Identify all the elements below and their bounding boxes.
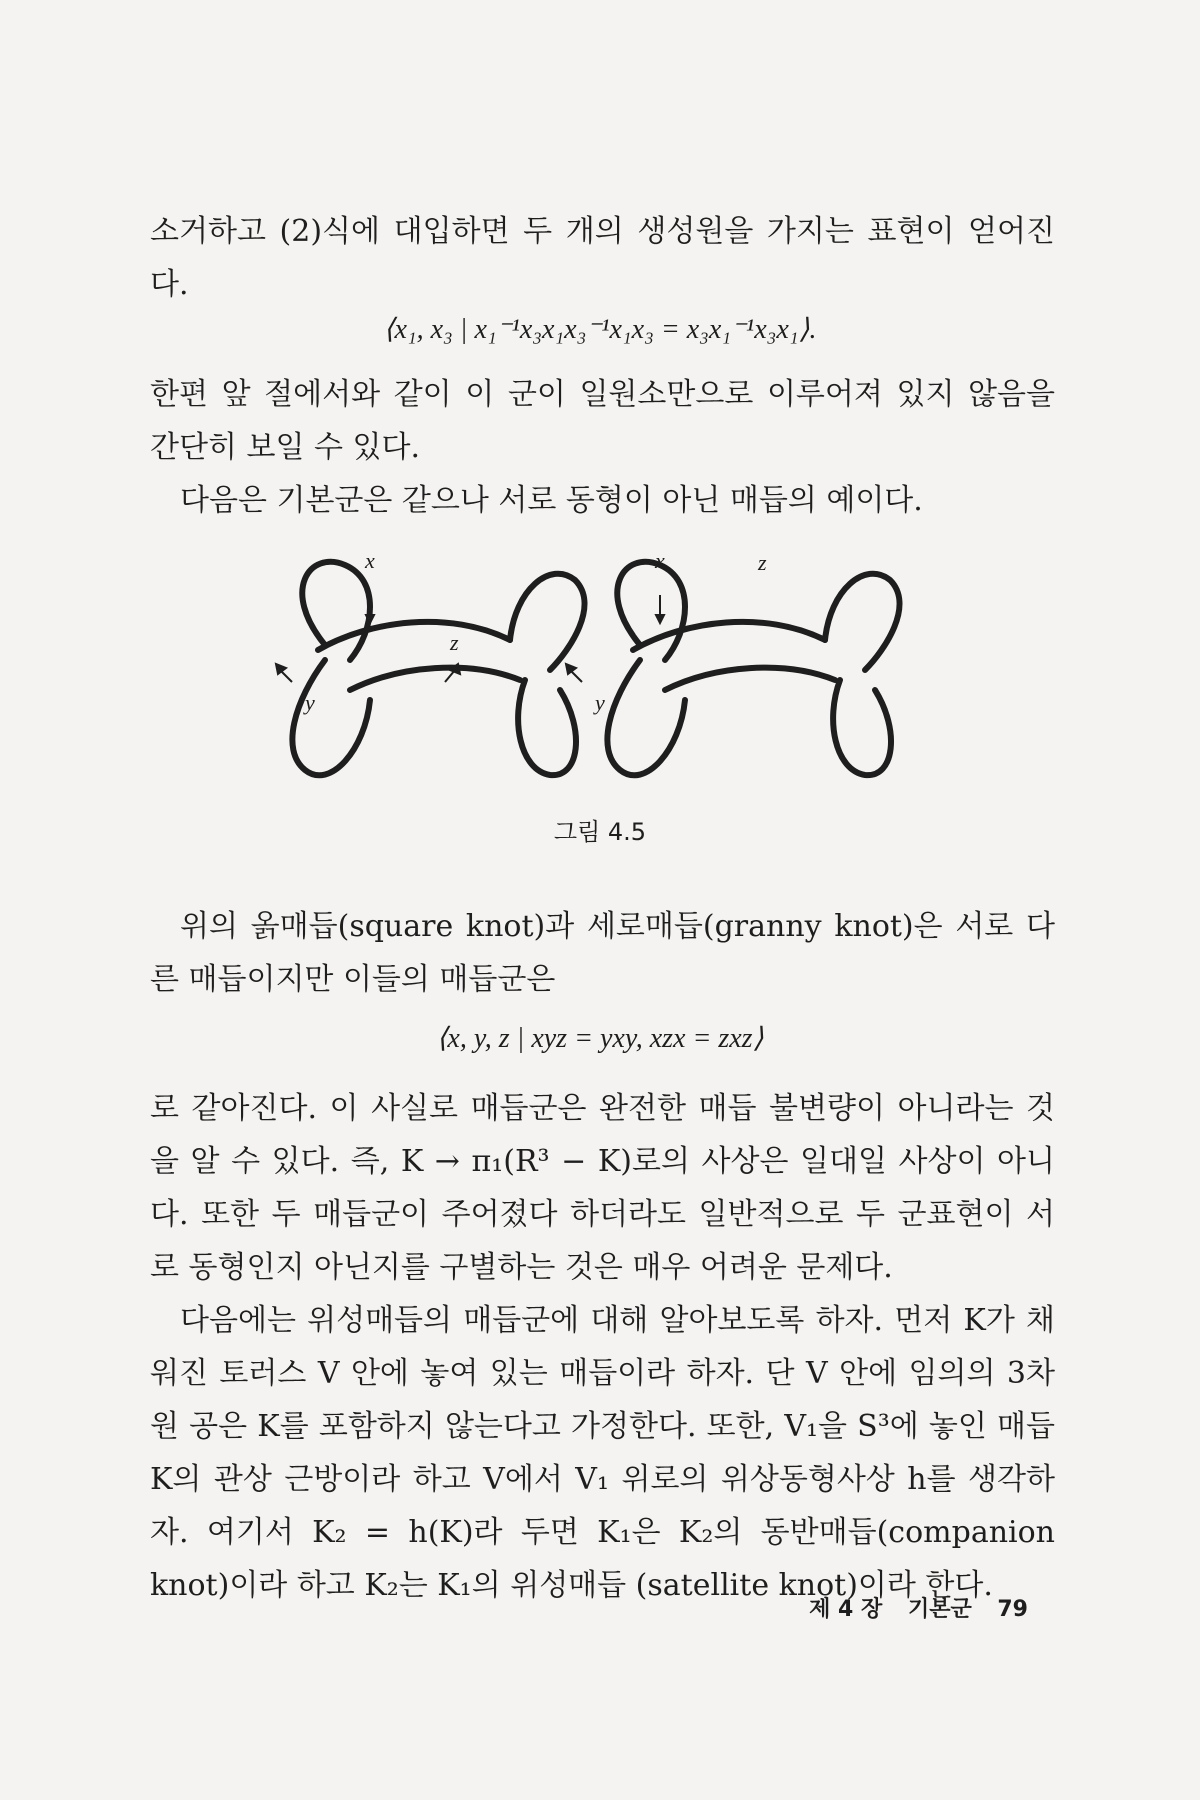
formula-1: ⟨x₁, x₃ | x₁⁻¹x₃x₁x₃⁻¹x₁x₃ = x₃x₁⁻¹x₃x₁⟩. (383, 314, 817, 345)
paragraph-4: 위의 옭매듭(square knot)과 세로매듭(granny knot)은 서로 다른 매듭이지만 이들의 매듭군은 (150, 909, 1055, 997)
left-label-z: z (450, 630, 459, 655)
left-label-x: x (365, 550, 375, 573)
text-middle (150, 368, 1055, 527)
footer-title: 기본군 (907, 1597, 972, 1622)
text-bottom (150, 1082, 1055, 1612)
right-label-x: x (655, 550, 665, 573)
footer-chapter: 제 4 장 (809, 1597, 883, 1622)
paragraph-1: 소거하고 (2)식에 대입하면 두 개의 생성원을 가지는 표현이 얻어진다. (150, 214, 1055, 302)
paragraph-2: 한편 앞 절에서와 같이 이 군이 일원소만으로 이루어져 있지 않음을 간단히 보일 수 있다. (150, 377, 1055, 465)
paragraph-5: 로 같아진다. 이 사실로 매듭군은 완전한 매듭 불변량이 아니라는 것을 알 수 있다. 즉, K → π₁(R³ − K)로의 사상은 일대일 사상이 아니다. 또한 두 매듭군이 주어졌다 하더라도 일반적으로 두 군표현이 서로 동형인지 아닌지를 구별하는 것은 매우 어려운 문제다. (150, 1091, 1055, 1285)
right-label-z: z (758, 550, 767, 575)
granny-knot (607, 562, 899, 775)
page-number: 79 (997, 1597, 1028, 1622)
square-knot (292, 562, 584, 775)
paragraph-6: 다음에는 위성매듭의 매듭군에 대해 알아보도록 하자. 먼저 K가 채워진 토러스 V 안에 놓여 있는 매듭이라 하자. 단 V 안에 임의의 3차원 공은 K를 포함하지 않는다고 가정한다. 또한, V₁을 S³에 놓인 매듭 K의 관상 근방이라 하고 V에서 V₁ 위로의 위상동형사상 h를 생각하자. 여기서 K₂ = h(K)라 두면 K₁은 K₂의 동반매듭(companion knot)이라 하고 K₂는 K₁의 위성매듭 (satellite knot)이라 한다. (150, 1303, 1055, 1603)
knot-figure (270, 550, 930, 800)
text-top (150, 205, 1055, 311)
page-footer (791, 1592, 1028, 1623)
figure-caption: 그림 4.5 (553, 818, 647, 846)
right-label-y: y (595, 690, 605, 715)
paragraph-3: 다음은 기본군은 같으나 서로 동형이 아닌 매듭의 예이다. (180, 483, 923, 518)
text-lower (150, 900, 1055, 1006)
left-label-y: y (305, 690, 315, 715)
formula-2: ⟨x, y, z | xyz = yxy, xzx = zxz⟩ (436, 1023, 764, 1054)
